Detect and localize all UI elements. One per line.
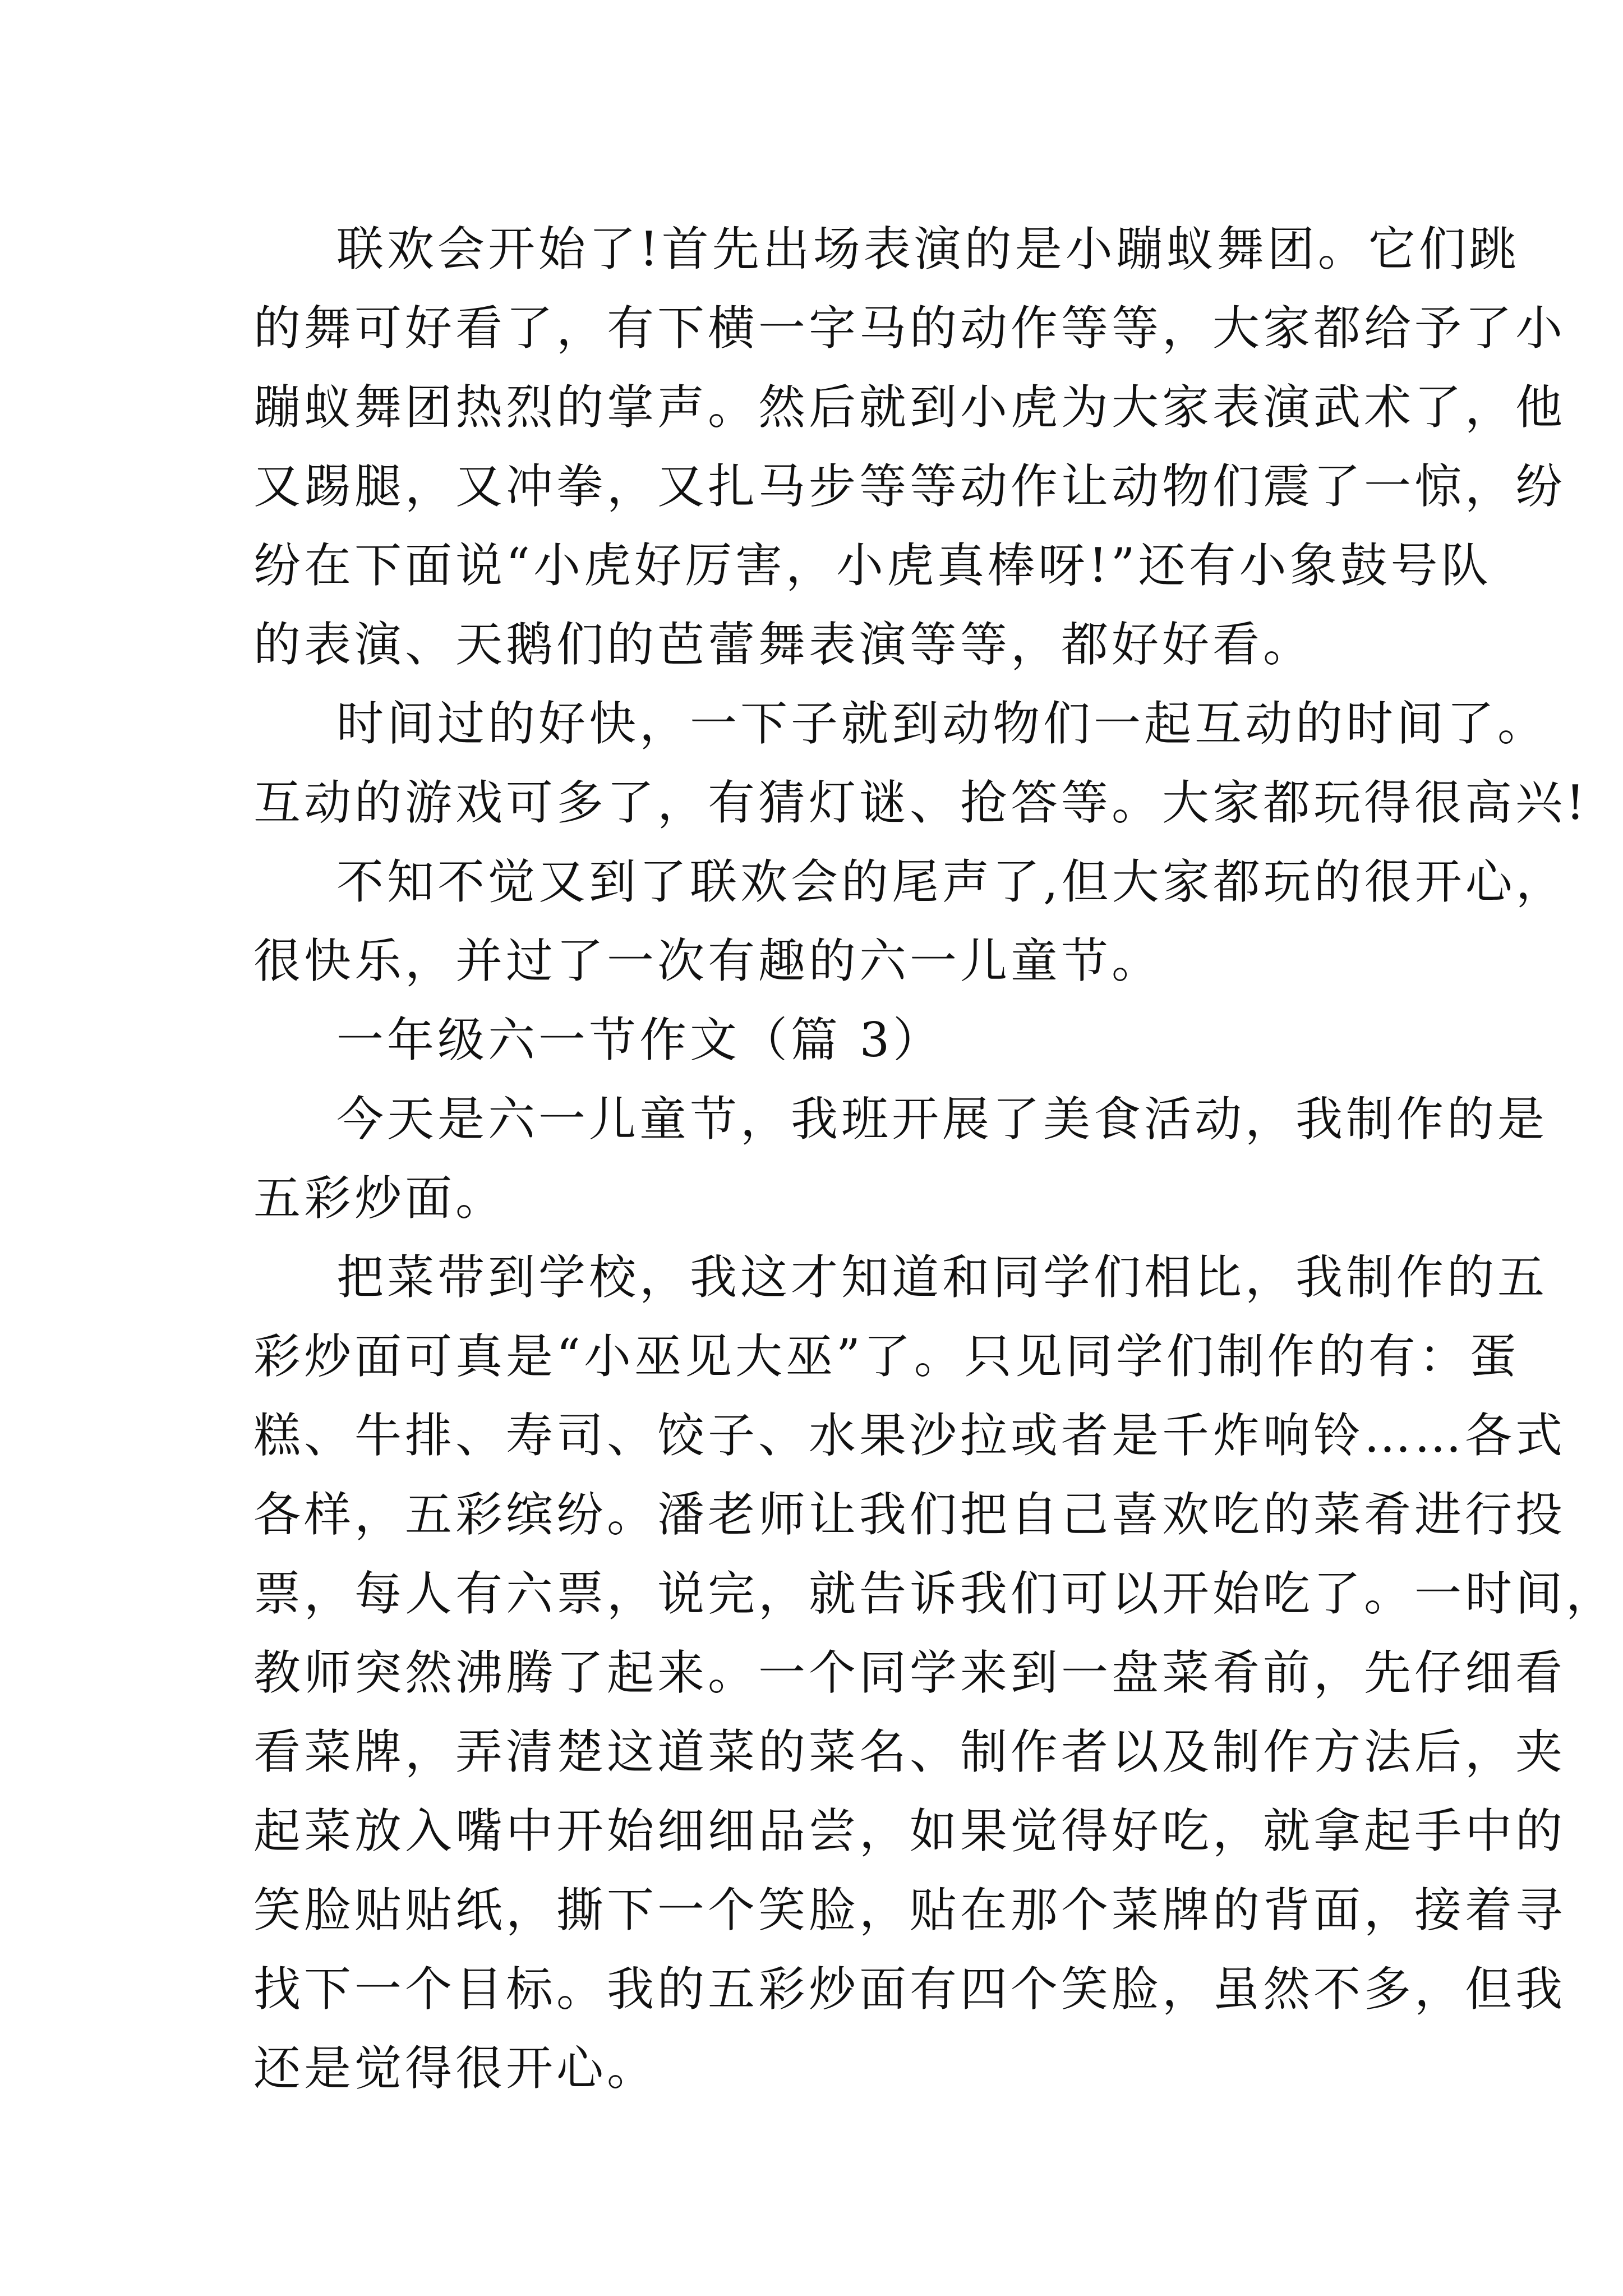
text-line-24: 还是觉得很开心。 bbox=[253, 2041, 658, 2096]
text-line-10: 很快乐，并过了一次有趣的六一儿童节。 bbox=[253, 933, 1163, 988]
text-line-8: 互动的游戏可多了，有猜灯谜、抢答等。大家都玩得很高兴! bbox=[253, 775, 1588, 830]
text-line-1: 联欢会开始了!首先出场表演的是小蹦蚁舞团。它们跳 bbox=[336, 222, 1520, 277]
text-line-9: 不知不觉又到了联欢会的尾声了,但大家都玩的很开心， bbox=[336, 854, 1566, 909]
text-line-19: 教师突然沸腾了起来。一个同学来到一盘菜肴前，先仔细看 bbox=[253, 1645, 1566, 1700]
text-line-2: 的舞可好看了，有下横一字马的动作等等，大家都给予了小 bbox=[253, 301, 1566, 356]
text-line-16: 糕、牛排、寿司、饺子、水果沙拉或者是千炸响铃……各式 bbox=[253, 1408, 1566, 1463]
text-line-4: 又踢腿，又冲拳，又扎马步等等动作让动物们震了一惊，纷 bbox=[253, 459, 1566, 514]
text-line-5: 纷在下面说“小虎好厉害，小虎真棒呀!”还有小象鼓号队 bbox=[253, 538, 1492, 593]
text-line-20: 看菜牌，弄清楚这道菜的菜名、制作者以及制作方法后，夹 bbox=[253, 1724, 1566, 1779]
text-line-22: 笑脸贴贴纸，撕下一个笑脸，贴在那个菜牌的背面，接着寻 bbox=[253, 1883, 1566, 1938]
text-line-14: 把菜带到学校，我这才知道和同学们相比，我制作的五 bbox=[336, 1250, 1548, 1305]
text-line-18: 票，每人有六票，说完，就告诉我们可以开始吃了。一时间， bbox=[253, 1566, 1617, 1621]
section-heading: 一年级六一节作文（篇 3） bbox=[336, 1013, 944, 1068]
text-line-15: 彩炒面可真是“小巫见大巫”了。只见同学们制作的有：蛋 bbox=[253, 1329, 1520, 1384]
text-line-7: 时间过的好快，一下子就到动物们一起互动的时间了。 bbox=[336, 696, 1548, 751]
text-line-13: 五彩炒面。 bbox=[253, 1171, 506, 1226]
text-line-17: 各样，五彩缤纷。潘老师让我们把自己喜欢吃的菜肴进行投 bbox=[253, 1487, 1566, 1542]
text-line-3: 蹦蚁舞团热烈的掌声。然后就到小虎为大家表演武术了，他 bbox=[253, 380, 1566, 435]
text-line-23: 找下一个目标。我的五彩炒面有四个笑脸，虽然不多，但我 bbox=[253, 1962, 1566, 2017]
text-line-6: 的表演、天鹅们的芭蕾舞表演等等，都好好看。 bbox=[253, 617, 1314, 672]
text-line-21: 起菜放入嘴中开始细细品尝，如果觉得好吃，就拿起手中的 bbox=[253, 1803, 1566, 1858]
text-line-12: 今天是六一儿童节，我班开展了美食活动，我制作的是 bbox=[336, 1092, 1548, 1147]
